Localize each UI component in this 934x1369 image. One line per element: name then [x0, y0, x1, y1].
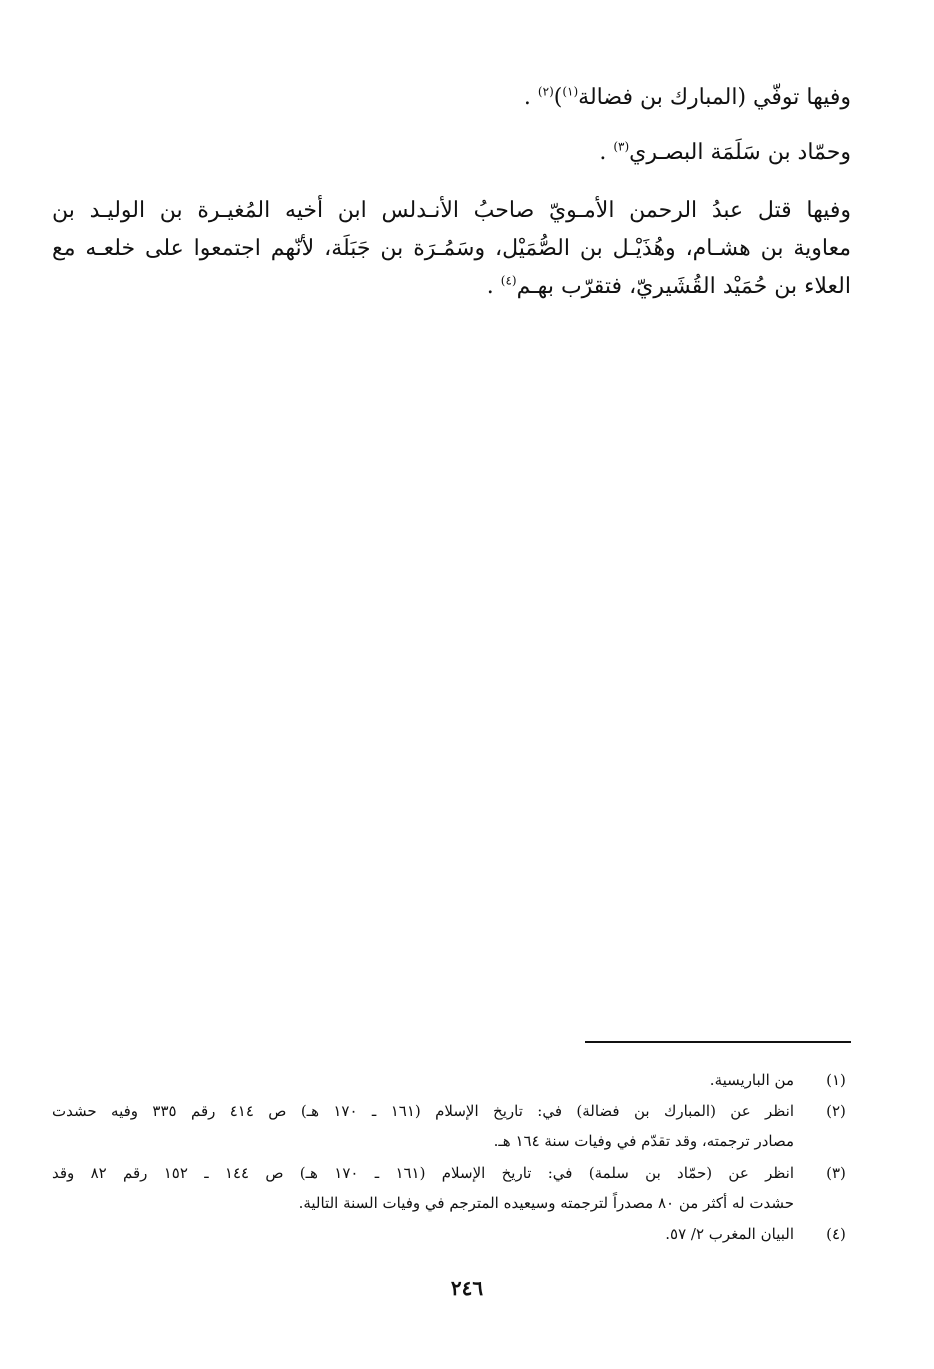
- footnote-number-4: (٤): [826, 1225, 846, 1243]
- footnote-ref-4[interactable]: (٤): [500, 273, 517, 288]
- footnote-4-line-1: البيان المغرب ٢/ ٥٧.: [665, 1225, 794, 1243]
- footnote-ref-2[interactable]: (٢): [537, 84, 554, 99]
- footnote-3-line-1: انظر عن (حمّاد بن سلمة) في: تاريخ الإسلام (١٦١ ـ ١٧٠ هـ) ص ١٤٤ ـ ١٥٢ رقم ٨٢ وقد: [52, 1164, 794, 1182]
- footnote-ref-1[interactable]: (١): [562, 84, 579, 99]
- footnote-number-2: (٢): [826, 1102, 846, 1120]
- body-paragraph-line-3: العلاء بن حُمَيْد القُشَيريّ، فتقرّب بهـم$^{(٤)}$ .: [486, 273, 851, 299]
- footnote-separator: [585, 1041, 851, 1043]
- footnote-ref-3[interactable]: (٣): [613, 139, 630, 154]
- body-paragraph-line-1: وفيها قتل عبدُ الرحمن الأمـويّ صاحبُ الأنـدلس ابن أخيه المُغيـرة بن الوليـد بن: [52, 198, 851, 223]
- footnote-number-1: (١): [826, 1071, 846, 1089]
- page-number: ٢٤٦: [450, 1276, 484, 1300]
- footnote-number-3: (٣): [826, 1164, 846, 1182]
- body-paragraph-line-2: معاوية بن هشـام، وهُذَيْـل بن الصُّمَيْل، وسَمُـرَة بن جَبَلَة، لأنّهم اجتمعوا على خلعـه مع: [52, 236, 851, 261]
- footnote-3-line-2: حشدت له أكثر من ٨٠ مصدراً لترجمته وسيعيده المترجم في وفيات السنة التالية.: [298, 1194, 794, 1212]
- footnote-1-line-1: من الباريسية.: [709, 1071, 794, 1089]
- body-line-1: وفيها توفّي (المبارك بن فضالة$^{(١)}$)$^{(٢)}$ .: [523, 84, 851, 110]
- footnote-2-line-1: انظر عن (المبارك بن فضالة) في: تاريخ الإسلام (١٦١ ـ ١٧٠ هـ) ص ٤١٤ رقم ٣٣٥ وفيه حشدت: [52, 1102, 794, 1120]
- body-line-2: وحمّاد بن سَلَمَة البصـري$^{(٣)}$ .: [599, 139, 851, 165]
- footnote-2-line-2: مصادر ترجمته، وقد تقدّم في وفيات سنة ١٦٤ هـ.: [493, 1132, 794, 1150]
